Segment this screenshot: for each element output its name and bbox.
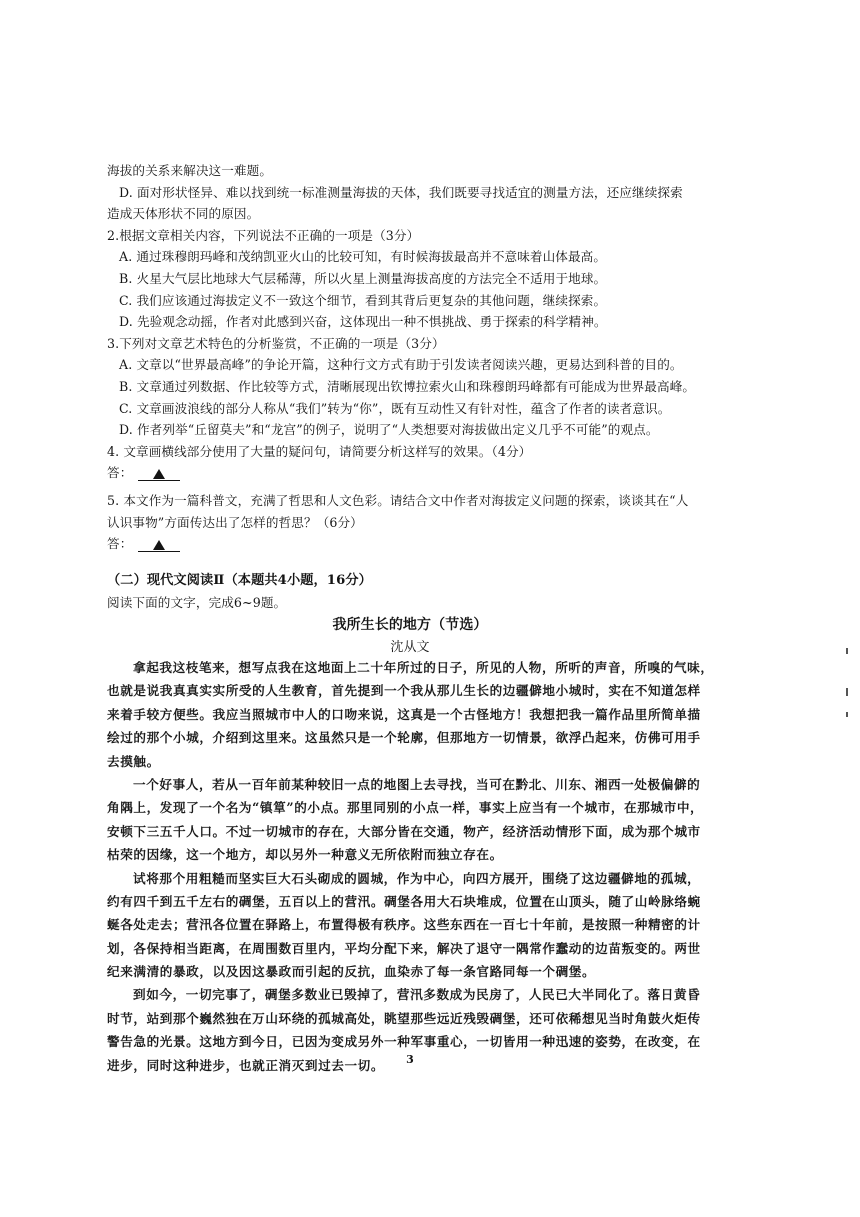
questions-block	[107, 160, 713, 555]
q3-option-d: D. 作者列举“丘留莫夫”和“龙宫”的例子，说明了“人类想要对海拔做出定义几乎不可能”的观点。	[119, 422, 659, 438]
section-heading: （二）现代文阅读Ⅱ（本题共4小题，16分）	[107, 573, 372, 588]
q4-stem: 4. 文章画横线部分使用了大量的疑问句，请简要分析这样写的效果。（4分）	[107, 443, 532, 459]
q5-answer-label: 答：	[107, 536, 133, 552]
passage-line: 纪来满清的暴政，以及因这暴政而引起的反抗，血染赤了每一条官路同每一个碉堡。	[107, 964, 596, 980]
passage-author: 沈从文	[390, 639, 430, 655]
q3-stem: 3.下列对文章艺术特色的分析鉴赏，不正确的一项是（3分）	[107, 335, 445, 351]
passage-line: 进步，同时这种进步，也就正消灭到过去一切。	[107, 1057, 385, 1073]
q4-answer-blank[interactable]	[138, 465, 180, 481]
q2-option-a: A. 通过珠穆朗玛峰和茂纳凯亚火山的比较可知，有时候海拔最高并不意味着山体最高。	[119, 249, 607, 265]
q2-option-c: C. 我们应该通过海拔定义不一致这个细节，看到其背后更复杂的其他问题，继续探索。	[119, 292, 607, 308]
scan-speck	[846, 712, 848, 717]
q5-answer	[107, 533, 713, 555]
passage-line: 警告急的光景。这地方到今日，已因为变成另外一种军事重心，一切皆用一种迅速的姿势，在改变，在	[107, 1034, 701, 1050]
passage-line: 蜒各处走去；营汛各位置在驿路上，布置得极有秩序。这些东西在一百七十年前，是按照一种精密的计	[107, 917, 701, 933]
passage-line: 试将那个用粗糙而坚实巨大石头砌成的圆城，作为中心，向四方展开，围绕了这边疆僻地的孤城，	[133, 870, 701, 886]
q1-option-d-line1: D. 面对形状怪异、难以找到统一标准测量海拔的天体，我们既要寻找适宜的测量方法，还应继续探索	[119, 184, 683, 200]
q5-stem-line1: 5. 本文作为一篇科普文，充满了哲思和人文色彩。请结合文中作者对海拔定义问题的探索，谈谈其在“人	[107, 492, 689, 508]
scan-speck	[846, 648, 848, 654]
triangle-icon	[153, 469, 165, 479]
q3-option-a: A. 文章以“世界最高峰”的争论开篇，这种行文方式有助于引发读者阅读兴趣，更易达到科普的目的。	[119, 357, 683, 373]
passage-line: 时节，站到那个巍然独在万山环绕的孤城高处，眺望那些远近残毁碉堡，还可依稀想见当时角鼓火炬传	[107, 1010, 701, 1026]
passage-title: 我所生长的地方（节选）	[332, 617, 488, 634]
q1-option-d-line2: 造成天体形状不同的原因。	[107, 206, 260, 222]
section-two	[107, 570, 713, 658]
scan-speck	[846, 688, 848, 696]
q2-option-d: D. 先验观念动摇，作者对此感到兴奋，这体现出一种不惧挑战、勇于探索的科学精神。	[119, 314, 607, 330]
passage-line: 绘过的那个小城，介绍到这里来。这虽然只是一个轮廓，但那地方一切情景，欲浮凸起来，仿佛可用手	[107, 730, 701, 746]
q5-stem-line2: 认识事物”方面传达出了怎样的哲思？（6分）	[107, 514, 363, 530]
q3-option-c: C. 文章画波浪线的部分人称从“我们”转为“你”，既有互动性又有针对性，蕴含了作者的读者意识。	[119, 400, 671, 416]
passage-line: 安顿下三五千人口。不过一切城市的存在，大部分皆在交通，物产，经济活动情形下面，成为那个城市	[107, 823, 701, 839]
passage-line: 到如今，一切完事了，碉堡多数业已毁掉了，营汛多数成为民房了，人民已大半同化了。落日黄昏	[133, 987, 701, 1003]
passage-line: 也就是说我真真实实所受的人生教育，首先提到一个我从那儿生长的边疆僻地小城时，实在不知道怎样	[107, 683, 701, 699]
section-instruction: 阅读下面的文字，完成6~9题。	[107, 594, 287, 610]
page-number: 3	[406, 1053, 414, 1066]
passage-line: 划，各保持相当距离，在周围数百里内，平均分配下来，解决了退守一隅常作蠢动的边苗叛变的。两世	[107, 940, 701, 956]
passage-body	[107, 656, 713, 1077]
passage-line: 拿起我这枝笔来，想写点我在这地面上二十年所过的日子，所见的人物，所听的声音，所嗅的气味，	[133, 660, 714, 675]
q4-answer-label: 答：	[107, 465, 133, 481]
passage-line: 角隅上，发现了一个名为“镇筸”的小点。那里同别的小点一样，事实上应当有一个城市，在那城市中，	[107, 800, 704, 816]
q1-continuation: 海拔的关系来解决这一难题。	[107, 163, 273, 178]
q4-answer	[107, 462, 713, 484]
passage-line: 约有四千到五千左右的碉堡，五百以上的营汛。碉堡各用大石块堆成，位置在山顶头，随了山岭脉络蜿	[107, 893, 701, 909]
passage-line: 来着手较方便些。我应当照城市中人的口吻来说，这真是一个古怪地方！我想把我一篇作品里所简单描	[107, 706, 701, 722]
passage-line: 去摸触。	[107, 753, 160, 769]
passage-line: 枯荣的因缘，这一个地方，却以另外一种意义无所依附而独立存在。	[107, 847, 503, 863]
q3-option-b: B. 文章通过列数据、作比较等方式，清晰展现出钦博拉索火山和珠穆朗玛峰都有可能成为世界最高峰。	[119, 378, 696, 394]
q2-stem: 2.根据文章相关内容，下列说法不正确的一项是（3分）	[107, 227, 420, 243]
triangle-icon	[153, 540, 165, 550]
passage-line: 一个好事人，若从一百年前某种较旧一点的地图上去寻找，当可在黔北、川东、湘西一处极偏僻的	[133, 776, 701, 792]
q5-answer-blank[interactable]	[138, 536, 180, 552]
q2-option-b: B. 火星大气层比地球大气层稀薄，所以火星上测量海拔高度的方法完全不适用于地球。	[119, 270, 607, 286]
